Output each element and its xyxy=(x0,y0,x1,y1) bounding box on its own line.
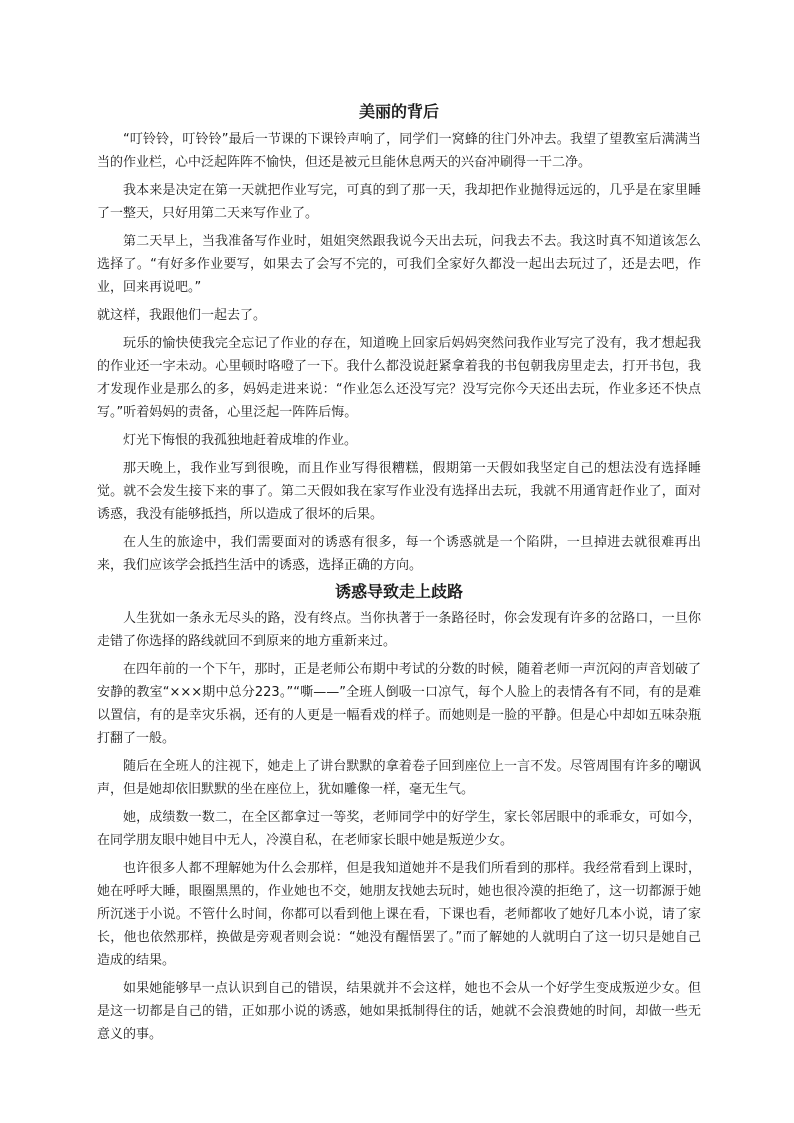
essay1-paragraph: 在人生的旅途中，我们需要面对的诱惑有很多，每一个诱惑就是一个陷阱，一旦掉进去就很难再出来，我们应该学会抵挡生活中的诱惑，选择正确的方向。 xyxy=(97,535,701,573)
essay1-paragraph: 玩乐的愉快使我完全忘记了作业的存在，知道晚上回家后妈妈突然问我作业写完了没有，我才想起我的作业还一字未动。心里顿时咯噔了一下。我什么都没说赶紧拿着我的书包朝我房里走去，打开书包，我才发现作业是那么的多，妈妈走进来说：“作业怎么还没写完？没写完你今天还出去玩，作业多还不快点写。”听着妈妈的责备，心里泛起一阵阵后悔。 xyxy=(97,336,701,420)
essay1-paragraph: “叮铃铃，叮铃铃”最后一节课的下课铃声响了，同学们一窝蜂的往门外冲去。我望了望教室后满满当当的作业栏，心中泛起阵阵不愉快，但还是被元旦能休息两天的兴奋冲刷得一干二净。 xyxy=(97,132,701,170)
essay2-paragraph: 如果她能够早一点认识到自己的错误，结果就并不会这样，她也不会从一个好学生变成叛逆少女。但是这一切都是自己的错，正如那小说的诱惑，她如果抵制得住的话，她就不会浪费她的时间，却做一些无意义的事。 xyxy=(97,981,701,1042)
essay1-paragraph: 灯光下悔恨的我孤独地赶着成堆的作业。 xyxy=(123,433,358,448)
essay1-paragraph: 第二天早上，当我准备写作业时，姐姐突然跟我说今天出去玩，问我去不去。我这时真不知道该怎么选择了。“有好多作业要写，如果去了会写不完的，可我们全家好久都没一起出去玩过了，还是去吧，作业，回来再说吧。” xyxy=(97,234,701,295)
essay2-paragraph: 人生犹如一条永无尽头的路，没有终点。当你执著于一条路径时，你会发现有许多的岔路口，一旦你走错了你选择的路线就回不到原来的地方重新来过。 xyxy=(97,611,701,649)
essay2-paragraph: 在四年前的一个下午，那时，正是老师公布期中考试的分数的时候，随着老师一声沉闷的声音划破了安静的教室“×××期中总分223。”“嘶——”全班人倒吸一口凉气，每个人脸上的表情各有不同，有的是难以置信，有的是幸灾乐祸，还有的人更是一幅看戏的样子。而她则是一脸的平静。但是心中却如五味杂瓶打翻了一般。 xyxy=(97,662,701,746)
page-content xyxy=(97,102,701,1051)
essay1-paragraph: 那天晚上，我作业写到很晚，而且作业写得很糟糕，假期第一天假如我坚定自己的想法没有选择睡觉。就不会发生接下来的事了。第二天假如我在家写作业没有选择出去玩，我就不用通宵赶作业了，面对诱惑，我没有能够抵挡，所以造成了很坏的后果。 xyxy=(97,461,701,522)
essay2-paragraph: 随后在全班人的注视下，她走上了讲台默默的拿着卷子回到座位上一言不发。尽管周围有许多的嘲讽声，但是她却依旧默默的坐在座位上，犹如雕像一样，毫无生气。 xyxy=(97,759,701,797)
essay2-title: 诱惑导致走上歧路 xyxy=(334,582,463,601)
essay2-paragraph: 她，成绩数一数二，在全区都拿过一等奖，老师同学中的好学生，家长邻居眼中的乖乖女，可如今，在同学朋友眼中她目中无人，冷漠自私，在老师家长眼中她是叛逆少女。 xyxy=(97,810,701,848)
essay2-paragraph: 也许很多人都不理解她为什么会那样，但是我知道她并不是我们所看到的那样。我经常看到上课时，她在呼呼大睡，眼圈黑黑的，作业她也不交，她朋友找她去玩时，她也很冷漠的拒绝了，这一切都源于她所沉迷于小说。不管什么时间，你都可以看到他上课在看，下课也看，老师都收了她好几本小说，请了家长，他也依然那样，换做是旁观者则会说：“她没有醒悟罢了。”而了解她的人就明白了这一切只是她自己造成的结果。 xyxy=(97,861,701,968)
essay1-paragraph: 我本来是决定在第一天就把作业写完，可真的到了那一天，我却把作业抛得远远的，几乎是在家里睡了一整天，只好用第二天来写作业了。 xyxy=(97,183,701,221)
essay1-title: 美丽的背后 xyxy=(358,102,439,121)
essay1-paragraph: 就这样，我跟他们一起去了。 xyxy=(97,308,267,323)
